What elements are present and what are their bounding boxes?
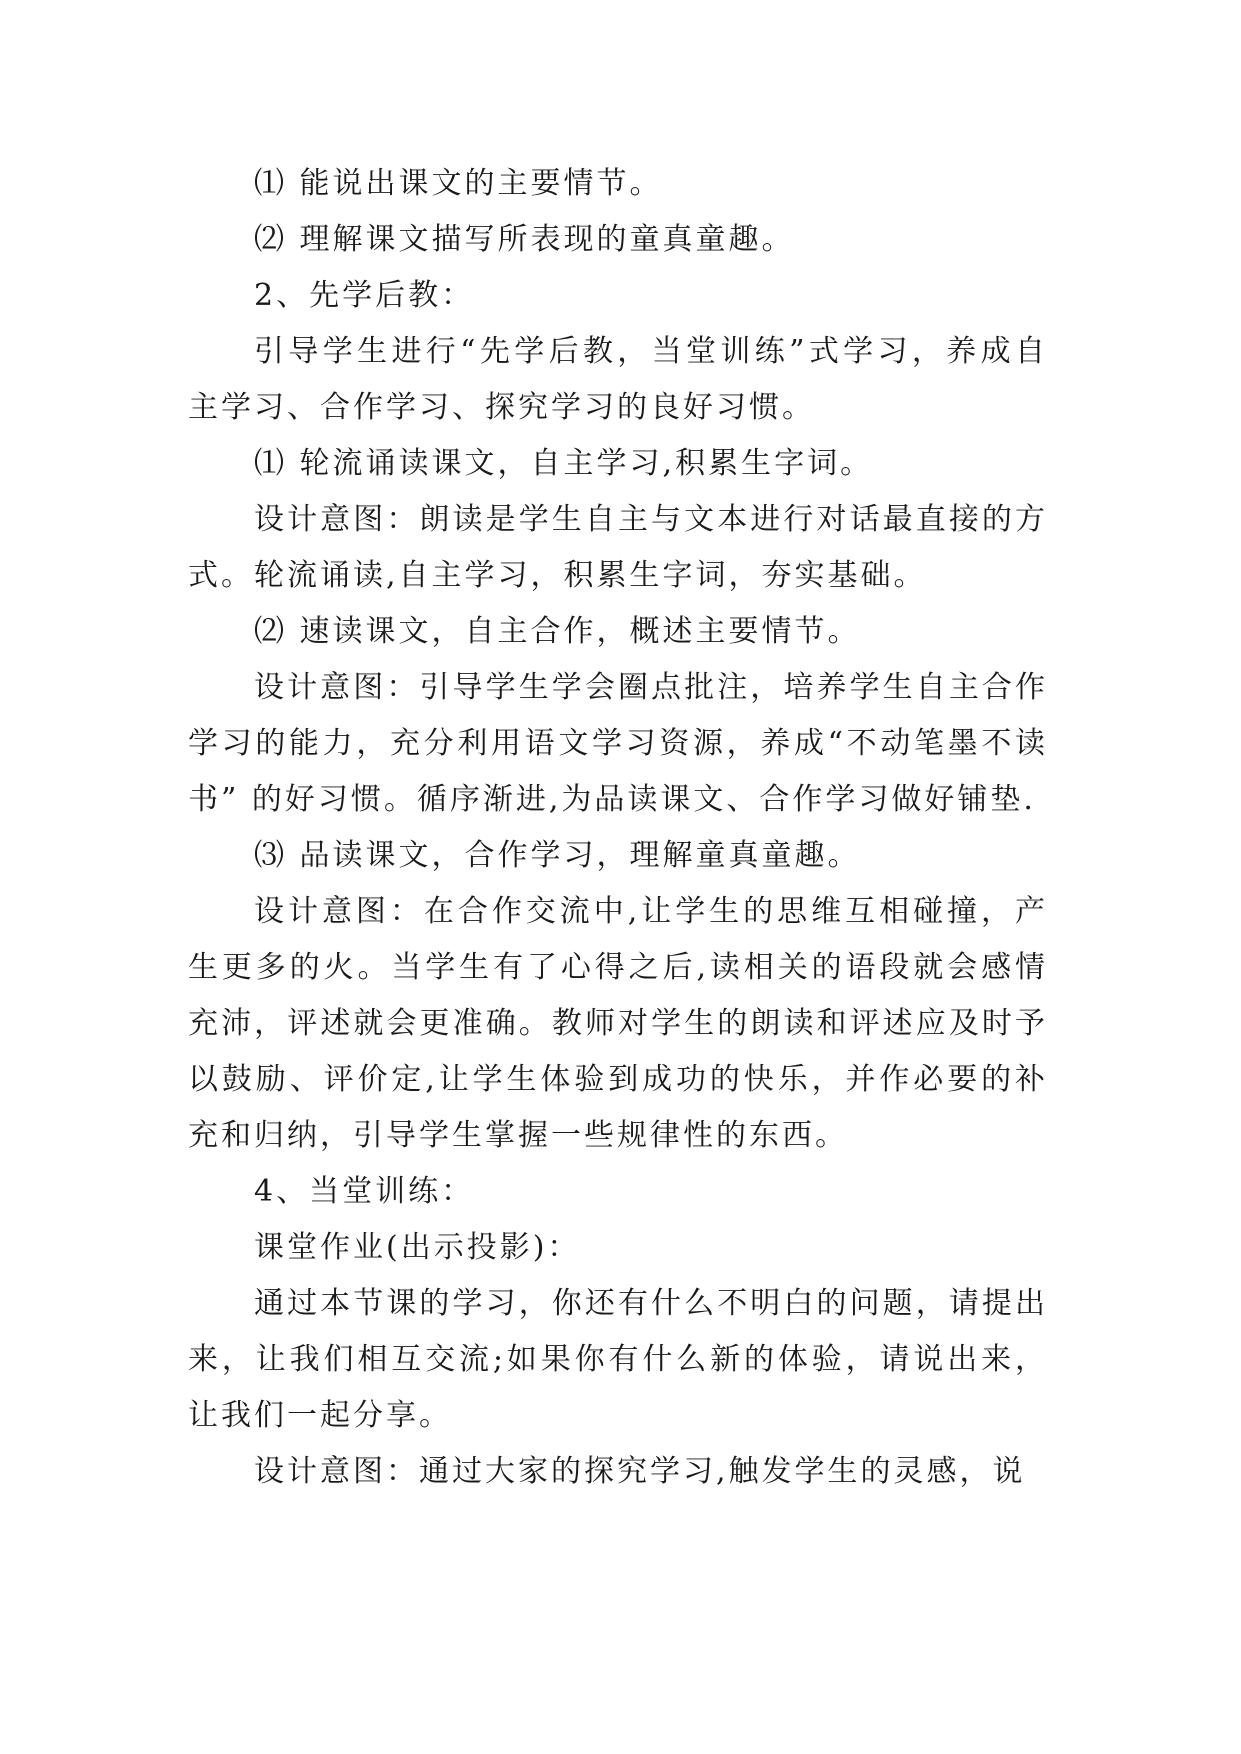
section-heading-learn-first: 2、先学后教： [254, 278, 475, 313]
design-intent-3: 设计意图：在合作交流中,让学生的思维互相碰撞，产生更多的火。当学生有了心得之后,读相关的语段就会感情充沛，评述就会更准确。教师对学生的朗读和评述应及时予以鼓励、评价定,让学生体验到成功的快乐，并作必要的补充和归纳，引导学生掌握一些规律性的东西。 [188, 894, 1048, 1153]
step-item-2: ⑵ 速读课文，自主合作，概述主要情节。 [254, 614, 861, 649]
design-intent-2: 设计意图：引导学生学会圈点批注，培养学生自主合作学习的能力，充分利用语文学习资源，养成“不动笔墨不读书” 的好习惯。循序渐进,为品读课文、合作学习做好铺垫. [188, 670, 1048, 817]
objective-item-1: ⑴ 能说出课文的主要情节。 [254, 166, 663, 201]
design-intent-1: 设计意图：朗读是学生自主与文本进行对话最直接的方式。轮流诵读,自主学习，积累生字词，夯实基础。 [188, 502, 1048, 593]
objective-item-2: ⑵ 理解课文描写所表现的童真童趣。 [254, 222, 795, 257]
document-body [188, 156, 1048, 1500]
design-intent-4: 设计意图：通过大家的探究学习,触发学生的灵感，说 [254, 1454, 1026, 1489]
section-heading-practice: 4、当堂训练： [254, 1174, 475, 1209]
classwork-label: 课堂作业(出示投影)： [254, 1230, 581, 1265]
paragraph-guidance: 引导学生进行“先学后教，当堂训练”式学习，养成自主学习、合作学习、探究学习的良好习惯。 [188, 334, 1048, 425]
step-item-1: ⑴ 轮流诵读课文，自主学习,积累生字词。 [254, 446, 874, 481]
step-item-3: ⑶ 品读课文，合作学习，理解童真童趣。 [254, 838, 861, 873]
classwork-prompt: 通过本节课的学习，你还有什么不明白的问题，请提出来，让我们相互交流;如果你有什么新的体验，请说出来，让我们一起分享。 [188, 1286, 1048, 1433]
